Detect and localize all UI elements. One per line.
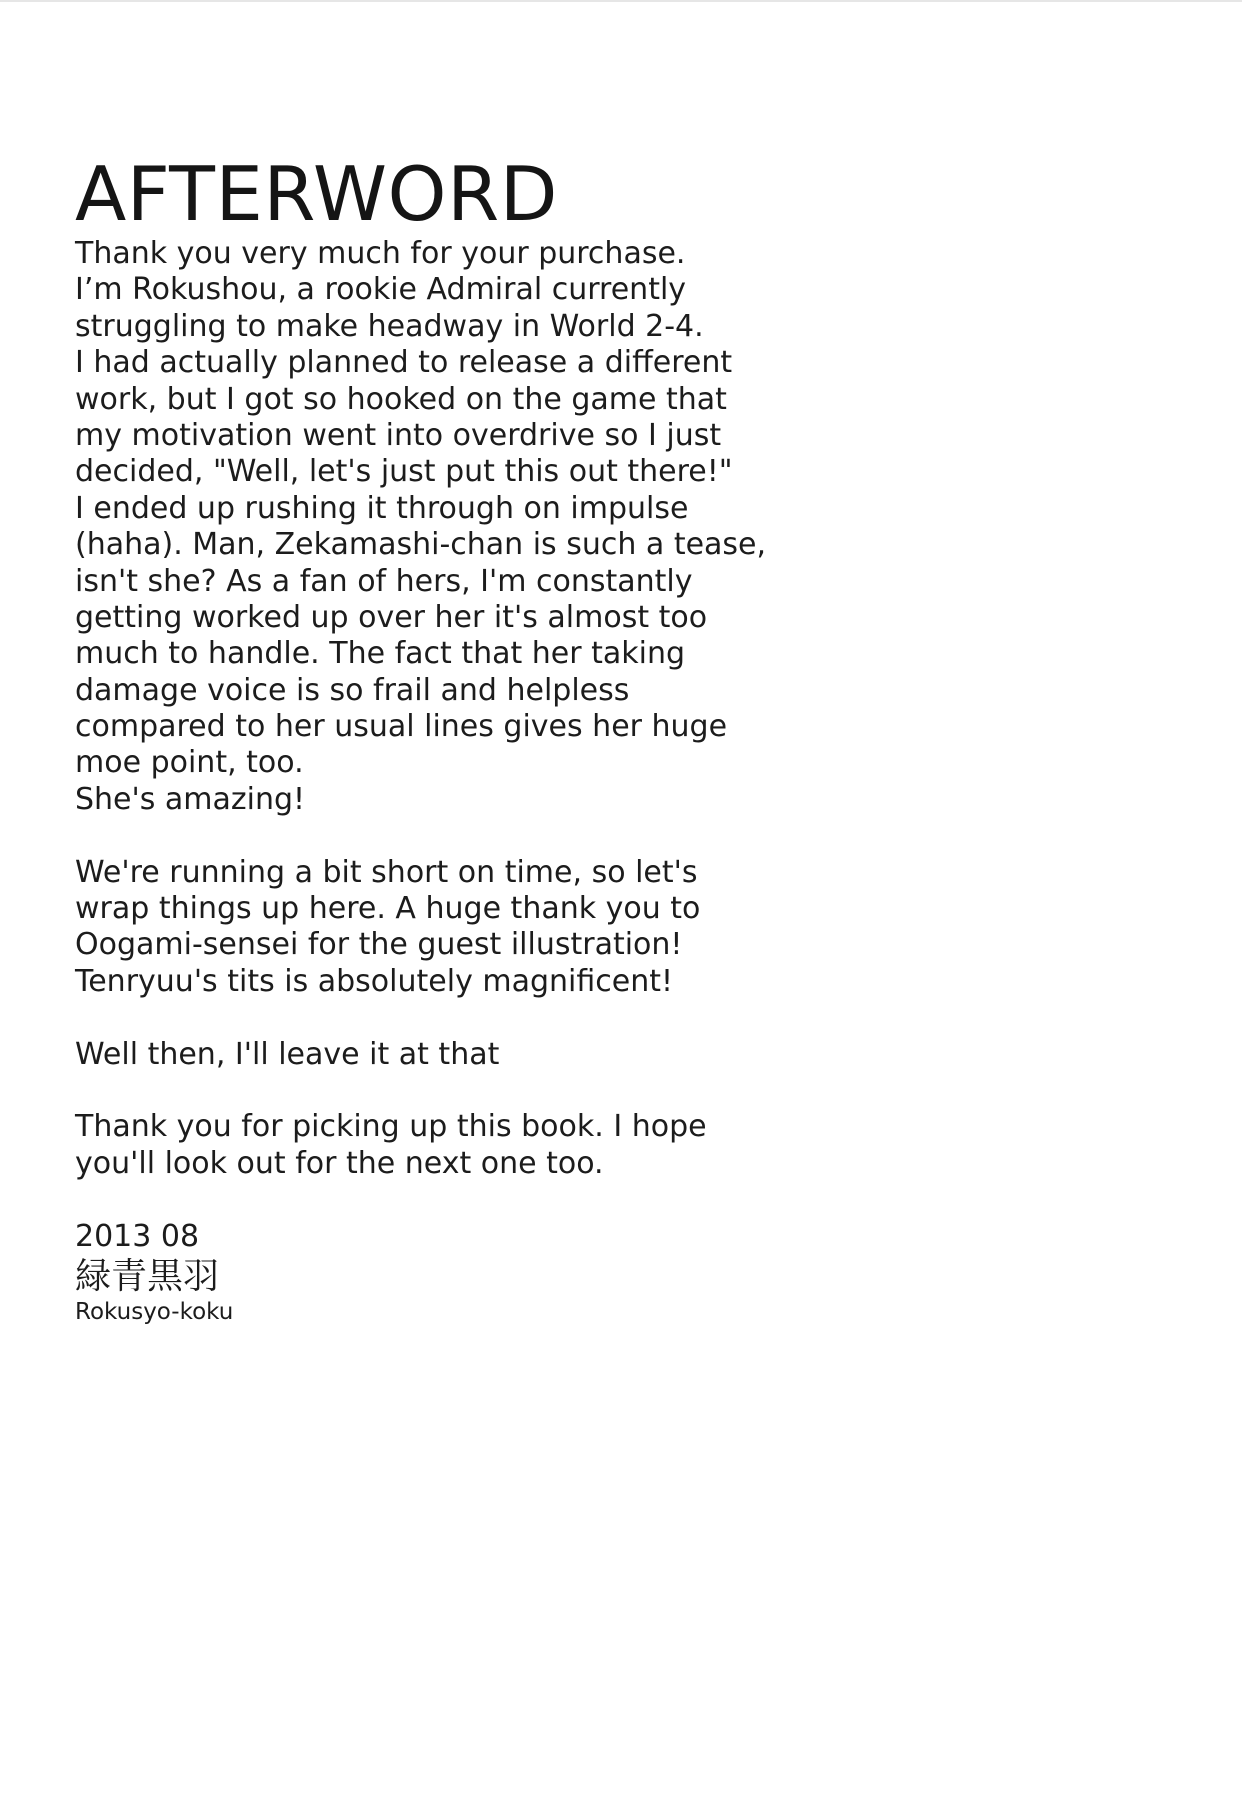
text-line: damage voice is so frail and helpless (75, 672, 630, 708)
text-line: wrap things up here. A huge thank you to (75, 891, 701, 927)
paragraph-intro (75, 236, 1075, 818)
text-line: my motivation went into overdrive so I just (75, 417, 722, 453)
page-title: AFTERWORD (75, 150, 558, 238)
text-line: She's amazing! (75, 781, 306, 817)
text-line: work, but I got so hooked on the game that (75, 381, 727, 417)
text-line: Well then, I'll leave it at that (75, 1036, 500, 1072)
text-line: isn't she? As a fan of hers, I'm constantly (75, 563, 693, 599)
text-line: Thank you very much for your purchase. (75, 236, 686, 271)
text-line: Oogami-sensei for the guest illustration! (75, 927, 683, 963)
text-line: you'll look out for the next one too. (75, 1145, 604, 1181)
text-line: (haha). Man, Zekamashi-chan is such a tease, (75, 527, 767, 563)
text-line: I’m Rokushou, a rookie Admiral currently (75, 272, 687, 308)
text-line: Thank you for picking up this book. I hope (75, 1109, 707, 1145)
text-line: We're running a bit short on time, so let's (75, 854, 698, 890)
paragraph-gap (75, 1073, 1075, 1109)
afterword-content (75, 152, 1075, 1326)
text-line: decided, "Well, let's just put this out there!" (75, 454, 733, 490)
signature-name-japanese: 緑青黒羽 (75, 1255, 220, 1297)
paragraph-gap (75, 1182, 1075, 1218)
text-line: much to handle. The fact that her taking (75, 636, 686, 672)
text-line: getting worked up over her it's almost too (75, 599, 708, 635)
text-line: I had actually planned to release a different (75, 345, 733, 381)
text-line: struggling to make headway in World 2-4. (75, 308, 704, 344)
paragraph-farewell (75, 1109, 1075, 1182)
text-line: I ended up rushing it through on impulse (75, 490, 689, 526)
text-line: moe point, too. (75, 745, 304, 781)
paragraph-thanks (75, 855, 1075, 1001)
signature-block (75, 1219, 1075, 1326)
paragraph-closing (75, 1037, 1075, 1073)
text-line: Tenryuu's tits is absolutely magnificent! (75, 963, 674, 999)
page-top-edge (0, 0, 1242, 2)
signature-name-romaji: Rokusyo-koku (75, 1298, 234, 1325)
paragraph-gap (75, 1000, 1075, 1036)
text-line: compared to her usual lines gives her huge (75, 709, 728, 745)
paragraph-gap (75, 818, 1075, 854)
signature-date: 2013 08 (75, 1218, 200, 1254)
